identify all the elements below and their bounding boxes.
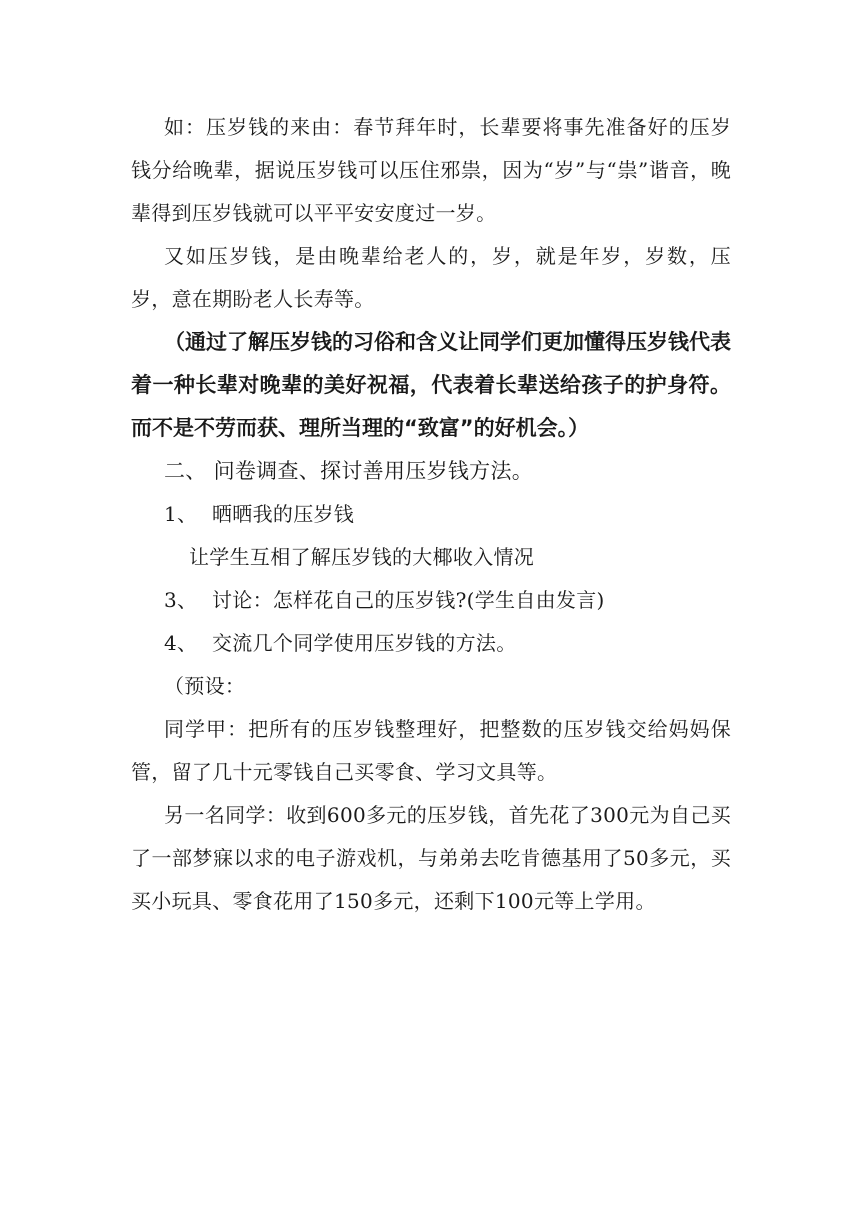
paragraph-origin-example: 如：压岁钱的来由：春节拜年时，长辈要将事先准备好的压岁钱分给晚辈，据说压岁钱可以压住邪祟，因为“岁”与“祟”谐音，晚辈得到压岁钱就可以平平安安度过一岁。 <box>131 115 731 225</box>
list-item-number: 3、 <box>164 588 198 612</box>
paragraph-elder-example: 又如压岁钱，是由晚辈给老人的，岁，就是年岁，岁数，压岁，意在期盼老人长寿等。 <box>131 244 731 311</box>
preset-label: （预设： <box>164 674 246 698</box>
document-body <box>131 106 731 923</box>
list-item-number: 1、 <box>164 502 198 526</box>
list-item-text: 交流几个同学使用压岁钱的方法。 <box>212 631 517 655</box>
sub-item-text: 让学生互相了解压岁钱的大椰收入情况 <box>189 545 535 569</box>
list-item-3 <box>131 579 731 622</box>
section-heading: 二、 问卷调查、探讨善用压岁钱方法。 <box>164 459 534 483</box>
list-item-4 <box>131 622 731 665</box>
paragraph-summary-bold: （通过了解压岁钱的习俗和含义让同学们更加懂得压岁钱代表着一种长辈对晚辈的美好祝福，代表着长辈送给孩子的护身符。而不是不劳而获、理所当理的“致富”的好机会。） <box>131 330 731 440</box>
list-item-number: 4、 <box>164 631 198 655</box>
list-item-text: 晒晒我的压岁钱 <box>212 502 355 526</box>
paragraph-student-b: 另一名同学：收到600多元的压岁钱，首先花了300元为自己买了一部梦寐以求的电子游戏机，与弟弟去吃肯德基用了50多元，买买小玩具、零食花用了150多元，还剩下100元等上学用。 <box>131 803 731 913</box>
paragraph-student-a: 同学甲：把所有的压岁钱整理好，把整数的压岁钱交给妈妈保管，留了几十元零钱自己买零食、学习文具等。 <box>131 717 731 784</box>
list-item-1 <box>131 493 731 536</box>
list-item-text: 讨论：怎样花自己的压岁钱?(学生自由发言) <box>212 588 605 612</box>
